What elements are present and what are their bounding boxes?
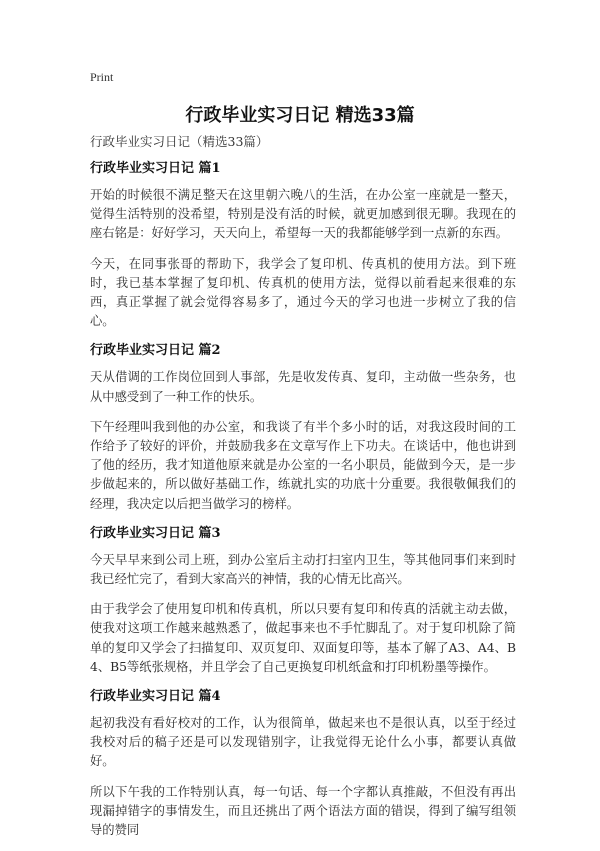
section-3 (90, 525, 516, 677)
page-title: 行政毕业实习日记 精选33篇 (185, 105, 415, 126)
paragraph: 由于我学会了使用复印机和传真机，所以只要有复印和传真的活就主动去做，使我对这项工作越来越熟悉了，做起事来也不手忙脚乱了。对于复印机除了简单的复印又学会了扫描复印、双页复印、双面复印等，基本了解了A3、A4、B4、B5等纸张规格，并且学会了自己更换复印机纸盒和打印机粉墨等操作。 (90, 602, 516, 674)
section-4 (90, 688, 516, 840)
section-2 (90, 342, 516, 513)
paragraph: 开始的时候很不满足整天在这里朝六晚八的生活，在办公室一座就是一整天，觉得生活特别的没希望，特别是没有活的时候，就更加感到很无聊。我现在的座右铭是：好好学习，天天向上，希望每一天的我都能够学到一点新的东西。 (90, 188, 516, 241)
section-heading: 行政毕业实习日记 篇4 (90, 689, 221, 705)
paragraph: 今天早早来到公司上班，到办公室后主动打扫室内卫生，等其他同事们来到时我已经忙完了，看到大家高兴的神情，我的心情无比高兴。 (90, 552, 516, 587)
section-heading: 行政毕业实习日记 篇3 (90, 525, 221, 541)
section-1 (90, 160, 516, 331)
section-heading: 行政毕业实习日记 篇2 (90, 343, 221, 359)
document-body (90, 134, 516, 851)
paragraph: 起初我没有看好校对的工作，认为很简单，做起来也不是很认真，以至于经过我校对后的稿子还是可以发现错别字，让我觉得无论什么小事，都要认真做好。 (90, 716, 516, 769)
paragraph: 天从借调的工作岗位回到人事部，先是收发传真、复印，主动做一些杂务，也从中感受到了一种工作的快乐。 (90, 370, 516, 404)
paragraph: 所以下午我的工作特别认真，每一句话、每一个字都认真推敲，不但没有再出现漏掉错字的事情发生，而且还挑出了两个语法方面的错误，得到了编写组领导的赞同 (90, 784, 516, 838)
section-heading: 行政毕业实习日记 篇1 (90, 161, 221, 176)
paragraph: 下午经理叫我到他的办公室，和我谈了有半个多小时的话，对我这段时间的工作给予了较好的评价，并鼓励我多在文章写作上下功夫。在谈话中，他也讲到了他的经历，我才知道他原来就是办公室的一名小职员，能做到今天，是一步步做起来的，所以做好基础工作，练就扎实的功底十分重要。我很敬佩我们的经理，我决定以后把当做学习的榜样。 (90, 419, 516, 511)
print-link[interactable]: Print (90, 70, 114, 84)
paragraph: 今天，在同事张哥的帮助下，我学会了复印机、传真机的使用方法。到下班时，我已基本掌握了复印机、传真机的使用方法，觉得以前看起来很难的东西，真正掌握了就会觉得容易多了，通过今天的学习也进一步树立了我的信心。 (90, 256, 516, 329)
document-subtitle: 行政毕业实习日记（精选33篇） (90, 134, 269, 149)
